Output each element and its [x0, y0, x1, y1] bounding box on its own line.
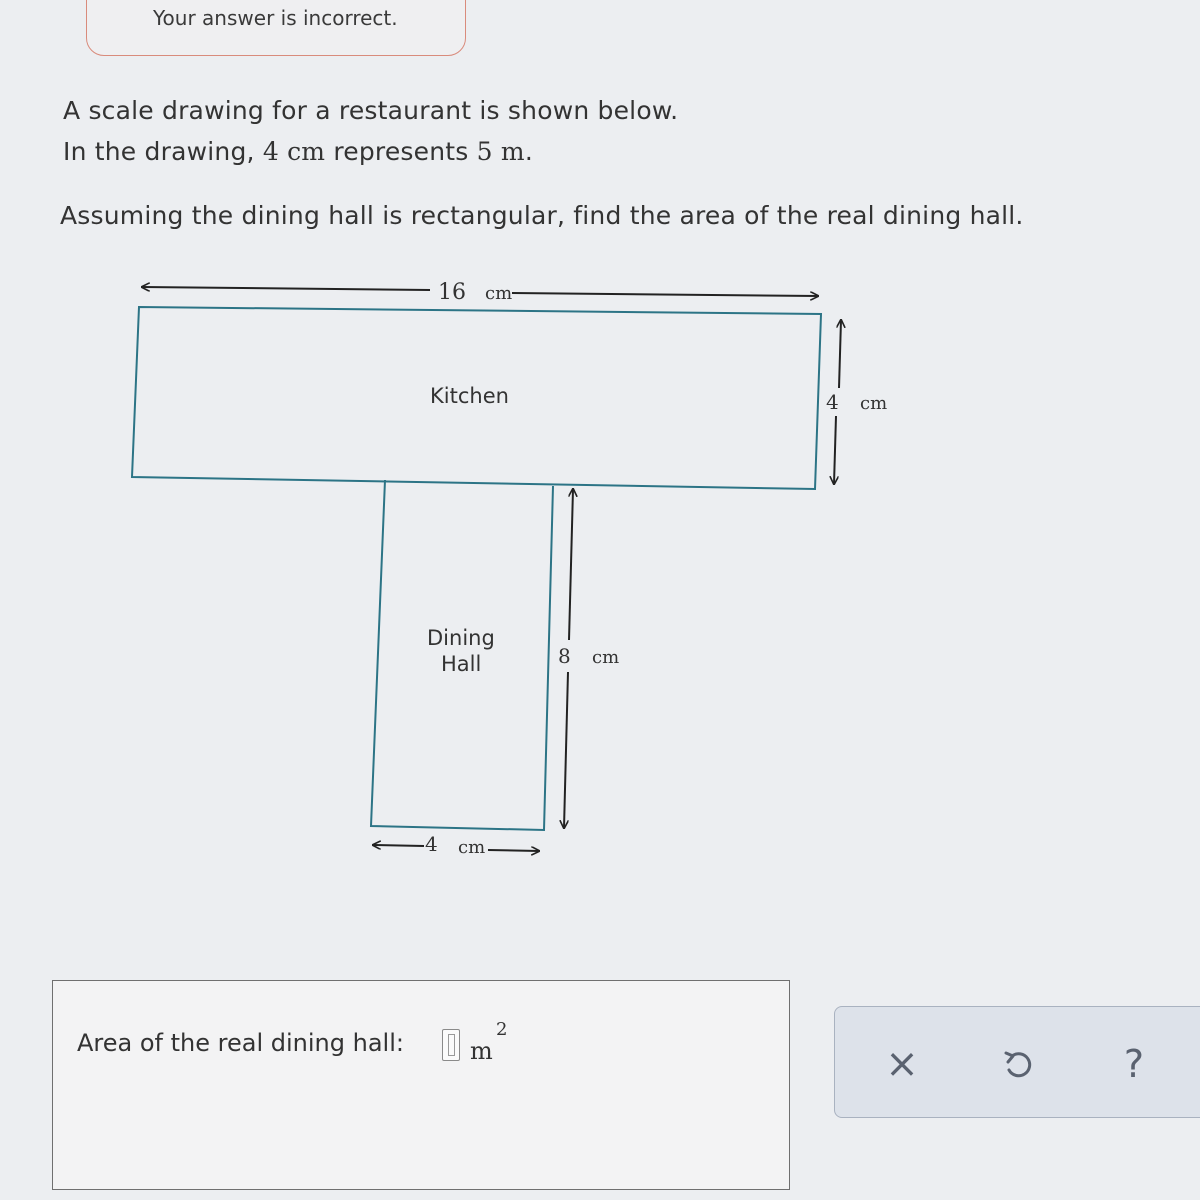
answer-area — [52, 980, 790, 1190]
dining-hall-label-line1: Dining — [427, 626, 495, 650]
kitchen-label: Kitchen — [430, 384, 509, 408]
problem-statement-line1: A scale drawing for a restaurant is shown below. — [63, 96, 679, 125]
dining-height-arrow-down — [564, 672, 568, 828]
scale-prefix: In the drawing, — [63, 137, 263, 166]
dining-width-arrow-right — [488, 850, 539, 851]
scale-drawing-length: 4 cm — [262, 137, 326, 166]
dining-width-arrow-left — [373, 845, 424, 846]
undo-button[interactable] — [983, 1029, 1053, 1099]
dining-height-arrow-up — [569, 489, 573, 640]
kitchen-height-arrow-down — [834, 416, 836, 484]
feedback-message: Your answer is incorrect. — [153, 6, 398, 30]
answer-label: Area of the real dining hall: — [77, 1029, 404, 1057]
tool-panel — [834, 1006, 1200, 1118]
kitchen-width-value: 16 — [438, 280, 466, 305]
kitchen-width-arrow-right — [512, 293, 818, 296]
kitchen-width-unit: cm — [485, 283, 513, 304]
kitchen-height-value: 4 — [826, 390, 839, 414]
question-text: Assuming the dining hall is rectangular, find the area of the real dining hall. — [60, 201, 1024, 230]
clear-button[interactable] — [867, 1029, 937, 1099]
dining-height-unit: cm — [592, 647, 620, 668]
undo-icon — [1000, 1046, 1036, 1082]
close-icon: × — [885, 1041, 919, 1087]
kitchen-height-unit: cm — [860, 393, 888, 414]
help-button[interactable] — [1099, 1029, 1169, 1099]
scale-suffix: . — [524, 137, 533, 166]
answer-unit: m — [470, 1037, 493, 1065]
dining-hall-label-line2: Hall — [441, 652, 482, 676]
question-mark-icon: ? — [1123, 1042, 1145, 1086]
dining-width-unit: cm — [458, 837, 486, 858]
scale-real-length: 5 m — [476, 137, 525, 166]
kitchen-height-arrow-up — [839, 320, 841, 388]
area-answer-input[interactable] — [442, 1029, 460, 1061]
answer-unit-exponent: 2 — [496, 1019, 508, 1040]
scale-middle: represents — [325, 137, 477, 166]
dining-width-value: 4 — [425, 832, 438, 856]
dining-height-value: 8 — [558, 644, 571, 668]
kitchen-width-arrow-left — [142, 287, 430, 290]
